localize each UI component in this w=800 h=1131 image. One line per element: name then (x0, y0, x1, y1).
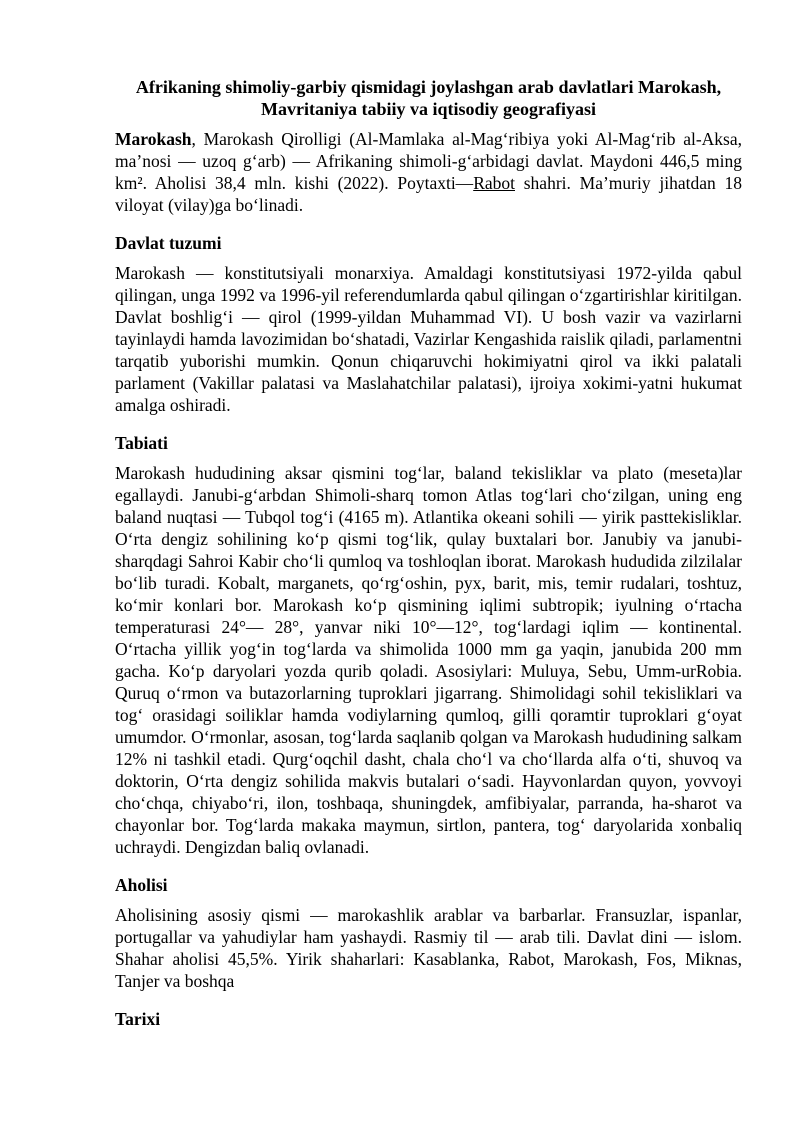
section-text-tabiati: Marokash hududining aksar qismini tog‘lar, baland tekisliklar va plato (meseta)lar egallaydi. Janubi-g‘arbdan Shimoli-sharq tomon Atlas tog‘lari cho‘zilgan, uning eng baland nuqtasi — Tubqol tog‘i (4165 m). Atlantika okeani sohili — yirik pasttekisliklar. O‘rta dengiz sohilining ko‘p qismi tog‘lik, qulay buxtalari bor. Janubiy va janubi-sharqdagi Sahroi Kabir cho‘li qumloq va toshloqlan iborat. Marokash hududida zilzilalar bo‘lib turadi. Kobalt, marganets, qo‘rg‘oshin, pyx, barit, mis, temir rudalari, toshtuz, ko‘mir konlari bor. Marokash ko‘p qismining iqlimi subtropik; iyulning o‘rtacha temperaturasi 24°— 28°, yanvar niki 10°—12°, tog‘lardagi iqlim — kontinental. O‘rtacha yillik yog‘in tog‘larda va shimolida 1000 mm ga yaqin, janubida 200 mm gacha. Ko‘p daryolari yozda qurib qoladi. Asosiylari: Muluya, Sebu, Umm-urRobia. Quruq o‘rmon va butazorlarning tuproklari jigarrang. Shimolidagi sohil tekisliklari va tog‘ orasidagi soiliklar hamda vodiylarning qumloq, gilli qoramtir tuproklari g‘oyat umumdor. O‘rmonlar, asosan, tog‘larda saqlanib qolgan va Marokash hududining salkam 12% ni tashkil etadi. Qurg‘oqchil dasht, chala cho‘l va cho‘llarda alfa o‘ti, shuvoq va doktorin, O‘rta dengiz sohilida makvis butalari o‘sadi. Hayvonlardan quyon, yovvoyi cho‘chqa, chiyabo‘ri, ilon, toshbaqa, shuningdek, amfibiyalar, parranda, ha-sharot va chayonlar bor. Tog‘larda makaka maymun, sirtlon, pantera, tog‘ daryolarida xonbaliq uchraydi. Dengizdan baliq ovlanadi. (115, 463, 742, 857)
section-text-davlat-tuzumi: Marokash — konstitutsiyali monarxiya. Amaldagi konstitutsiyasi 1972-yilda qabul qilingan, unga 1992 va 1996-yil referendumlarda qabul qilingan o‘zgartirishlar kiritilgan. Davlat boshlig‘i — qirol (1999-yildan Muhammad VI). U bosh vazir va vazirlarni tayinlaydi hamda lavozimidan bo‘shatadi, Vazirlar Kengashida raislik qiladi, parlamentni tarqatib yuborishi mumkin. Qonun chiqaruvchi hokimiyatni qirol va ikki palatali parlament (Vakillar palatasi va Maslahatchilar palatasi), ijroiya xokimi-yatni hukumat amalga oshiradi. (115, 263, 742, 415)
rabot-link[interactable]: Rabot (473, 173, 515, 193)
section-heading-tarixi: Tarixi (115, 1009, 161, 1029)
document-title-line-2: Mavritaniya tabiiy va iqtisodiy geografiyasi (261, 99, 596, 119)
intro-text-after-link: shahri. Ma’muriy jihatdan 18 viloyat (vilay)ga bo‘linadi. (115, 173, 742, 215)
section-heading-aholisi: Aholisi (115, 875, 168, 895)
intro-paragraph (115, 128, 742, 216)
intro-lead-term: Marokash (115, 129, 192, 149)
section-text-aholisi: Aholisining asosiy qismi — marokashlik arablar va barbarlar. Fransuzlar, ispanlar, portugallar va yahudiylar ham yashaydi. Rasmiy til — arab tili. Davlat dini — islom. Shahar aholisi 45,5%. Yirik shaharlari: Kasablanka, Rabot, Marokash, Fos, Miknas, Tanjer va boshqa (115, 905, 742, 991)
section-heading-tabiati: Tabiati (115, 433, 168, 453)
document-title-line-1: Afrikaning shimoliy-garbiy qismidagi joylashgan arab davlatlari Marokash, (135, 77, 722, 97)
intro-text-before-link: , Marokash Qirolligi (Al-Mamlaka al-Mag‘ribiya yoki Al-Mag‘rib al-Aksa, ma’nosi — uzoq g‘arb) — Afrikaning shimoli-g‘arbidagi davlat. Maydoni 446,5 ming km². Aholisi 38,4 mln. kishi (2022). Poytaxti— (115, 129, 742, 193)
document-title (115, 76, 742, 120)
section-heading-davlat-tuzumi: Davlat tuzumi (115, 233, 222, 253)
